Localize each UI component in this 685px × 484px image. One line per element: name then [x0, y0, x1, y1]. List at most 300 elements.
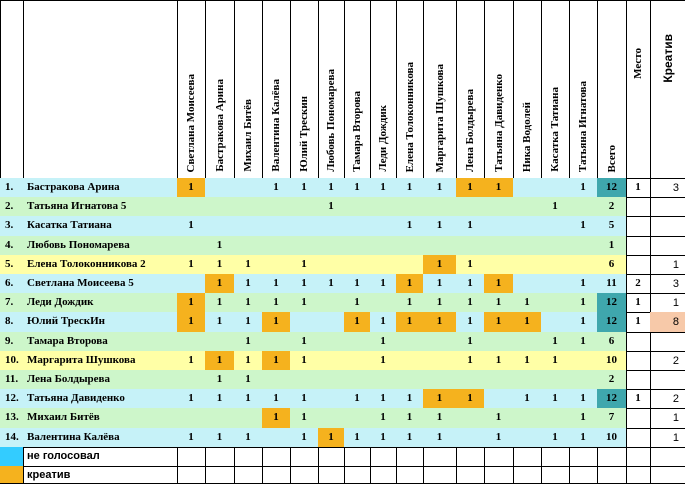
vote-cell: [396, 351, 424, 371]
vote-cell: 1: [290, 274, 319, 294]
vote-cell: 1: [262, 274, 291, 294]
vote-cell: 1: [569, 312, 598, 333]
vote-cell: [423, 236, 457, 256]
total-cell: 10: [597, 351, 627, 371]
vote-cell: 1: [318, 178, 345, 198]
row-number: 11.: [0, 370, 24, 390]
vote-cell: 1: [205, 370, 235, 390]
vote-cell: 1: [234, 428, 263, 448]
kreativ-cell: 1: [650, 293, 685, 313]
vote-cell: [541, 274, 570, 294]
vote-cell: [318, 216, 345, 237]
vote-cell: 1: [456, 216, 485, 237]
vote-cell: 1: [344, 428, 371, 448]
vote-cell: [484, 255, 514, 275]
vote-cell: 1: [234, 274, 263, 294]
row-name: Маргарита Шушкова: [23, 351, 178, 371]
column-header-5: [290, 0, 319, 179]
column-header-8: [370, 0, 397, 179]
vote-cell: [344, 332, 371, 352]
vote-cell: 1: [290, 389, 319, 409]
row-name: Валентина Калёва: [23, 428, 178, 448]
vote-cell: [569, 370, 598, 390]
vote-cell: 1: [177, 255, 206, 275]
column-header-1-label: Светлана Моисеева: [185, 73, 197, 172]
vote-cell: 1: [569, 274, 598, 294]
vote-cell: 1: [541, 389, 570, 409]
vote-cell: 1: [290, 351, 319, 371]
vote-cell: 1: [318, 274, 345, 294]
place-cell: [626, 370, 651, 390]
vote-cell: 1: [262, 178, 291, 198]
vote-cell: 1: [423, 293, 457, 313]
vote-cell: 1: [484, 312, 514, 333]
place-cell: 1: [626, 312, 651, 333]
vote-cell: 1: [262, 351, 291, 371]
vote-cell: [396, 236, 424, 256]
vote-cell: 1: [370, 178, 397, 198]
vote-cell: [513, 408, 542, 429]
vote-cell: [318, 389, 345, 409]
legend-empty-cell: [650, 466, 685, 484]
column-header-2-label: Бастракова Арина: [213, 79, 226, 172]
vote-cell: [177, 274, 206, 294]
vote-cell: [541, 255, 570, 275]
row-name: Бастракова Арина: [23, 178, 178, 198]
vote-cell: [318, 332, 345, 352]
vote-cell: 1: [290, 428, 319, 448]
row-number: 5.: [0, 255, 24, 275]
vote-cell: [370, 216, 397, 237]
column-header-13: [513, 0, 542, 179]
vote-cell: [423, 370, 457, 390]
legend-empty-cell: [396, 466, 424, 484]
legend-empty-cell: [205, 447, 235, 467]
legend-empty-cell: [456, 447, 485, 467]
vote-cell: 1: [234, 332, 263, 352]
kreativ-cell: [650, 197, 685, 217]
row-number: 7.: [0, 293, 24, 313]
row-name: Любовь Пономарева: [23, 236, 178, 256]
vote-cell: 1: [177, 351, 206, 371]
legend-empty-cell: [513, 447, 542, 467]
vote-cell: [344, 236, 371, 256]
kreativ-cell: [650, 236, 685, 256]
column-header-15-label: Татьяна Игнатова: [577, 80, 589, 172]
vote-cell: [396, 255, 424, 275]
vote-cell: [484, 370, 514, 390]
legend-label-2: креатив: [23, 466, 178, 484]
total-cell: 12: [597, 178, 627, 198]
place-cell: [626, 197, 651, 217]
vote-cell: [205, 216, 235, 237]
kreativ-cell: 1: [650, 255, 685, 275]
vote-cell: [423, 332, 457, 352]
vote-cell: [344, 351, 371, 371]
vote-cell: [205, 178, 235, 198]
legend-empty-cell: [370, 466, 397, 484]
vote-cell: [569, 255, 598, 275]
vote-cell: [290, 236, 319, 256]
vote-cell: 1: [344, 389, 371, 409]
place-cell: [626, 236, 651, 256]
row-name: Леди Дождик: [23, 293, 178, 313]
vote-cell: 1: [396, 408, 424, 429]
vote-cell: 1: [569, 178, 598, 198]
vote-cell: [262, 236, 291, 256]
vote-cell: [318, 408, 345, 429]
legend-empty-cell: [396, 447, 424, 467]
vote-cell: 1: [484, 274, 514, 294]
vote-cell: [344, 255, 371, 275]
legend-empty-cell: [234, 447, 263, 467]
legend-empty-cell: [370, 447, 397, 467]
vote-cell: 1: [423, 216, 457, 237]
vote-cell: 1: [396, 216, 424, 237]
vote-cell: 1: [569, 332, 598, 352]
vote-cell: 1: [290, 178, 319, 198]
total-cell: 5: [597, 216, 627, 237]
column-header-2: [205, 0, 235, 179]
vote-cell: 1: [318, 197, 345, 217]
vote-cell: [344, 216, 371, 237]
vote-cell: 1: [177, 428, 206, 448]
vote-cell: 1: [423, 428, 457, 448]
vote-cell: 1: [370, 428, 397, 448]
row-number: 2.: [0, 197, 24, 217]
column-header-3-label: Михаил Битёв: [242, 99, 254, 172]
place-cell: [626, 332, 651, 352]
place-cell: 1: [626, 293, 651, 313]
vote-cell: 1: [290, 293, 319, 313]
vote-cell: [396, 197, 424, 217]
vote-cell: [370, 197, 397, 217]
total-cell: 7: [597, 408, 627, 429]
column-header-11: [456, 0, 485, 179]
vote-cell: 1: [370, 312, 397, 333]
total-cell: 12: [597, 389, 627, 409]
vote-cell: [541, 236, 570, 256]
vote-cell: [318, 351, 345, 371]
vote-cell: [177, 370, 206, 390]
vote-cell: 1: [370, 274, 397, 294]
legend-swatch-1: [0, 447, 24, 467]
column-header-14-label: Касатка Татиана: [549, 87, 561, 172]
total-cell: 6: [597, 332, 627, 352]
vote-cell: [423, 197, 457, 217]
vote-cell: 1: [456, 312, 485, 333]
vote-cell: 1: [234, 312, 263, 333]
vote-cell: [344, 370, 371, 390]
row-name: Лена Болдырева: [23, 370, 178, 390]
kreativ-cell: 1: [650, 428, 685, 448]
vote-cell: 1: [569, 428, 598, 448]
legend-empty-cell: [513, 466, 542, 484]
legend-empty-cell: [344, 447, 371, 467]
place-cell: 1: [626, 389, 651, 409]
kreativ-cell: 3: [650, 178, 685, 198]
vote-cell: [290, 197, 319, 217]
vote-cell: 1: [456, 178, 485, 198]
vote-cell: 1: [456, 293, 485, 313]
column-header-kreativ: [650, 0, 685, 179]
vote-cell: [484, 236, 514, 256]
vote-cell: [290, 216, 319, 237]
row-number: 4.: [0, 236, 24, 256]
column-header-9-label: Елена Толоконникова: [403, 61, 416, 172]
total-cell: 6: [597, 255, 627, 275]
row-name: Тамара Второва: [23, 332, 178, 352]
vote-cell: 1: [234, 389, 263, 409]
legend-empty-cell: [318, 447, 345, 467]
column-header-1: [177, 0, 206, 179]
vote-cell: 1: [484, 428, 514, 448]
row-number: 6.: [0, 274, 24, 294]
vote-cell: 1: [513, 293, 542, 313]
vote-cell: 1: [396, 389, 424, 409]
vote-cell: 1: [205, 351, 235, 371]
column-header-11-label: Лена Болдырева: [464, 89, 476, 172]
vote-cell: 1: [396, 428, 424, 448]
vote-cell: 1: [177, 178, 206, 198]
column-header-10-label: Маргарита Шушкова: [433, 63, 446, 172]
vote-cell: [423, 351, 457, 371]
legend-empty-cell: [423, 447, 457, 467]
vote-cell: 1: [423, 255, 457, 275]
row-number: 1.: [0, 178, 24, 198]
vote-cell: [234, 178, 263, 198]
vote-cell: 1: [344, 178, 371, 198]
vote-cell: [513, 236, 542, 256]
legend-empty-cell: [177, 447, 206, 467]
legend-empty-cell: [597, 466, 627, 484]
vote-cell: 1: [290, 255, 319, 275]
vote-cell: [370, 236, 397, 256]
vote-cell: 1: [569, 389, 598, 409]
vote-cell: 1: [234, 351, 263, 371]
vote-cell: [290, 312, 319, 333]
row-name: Касатка Татиана: [23, 216, 178, 237]
column-header-kreativ-label: Креатив: [660, 34, 675, 83]
column-header-15: [569, 0, 598, 179]
row-name: Михаил Битёв: [23, 408, 178, 429]
vote-cell: [318, 312, 345, 333]
vote-cell: 1: [396, 293, 424, 313]
vote-cell: 1: [344, 312, 371, 333]
vote-cell: [569, 351, 598, 371]
row-name: Татьяна Игнатова 5: [23, 197, 178, 217]
legend-empty-cell: [177, 466, 206, 484]
vote-cell: 1: [205, 389, 235, 409]
legend-empty-cell: [423, 466, 457, 484]
vote-cell: 1: [423, 274, 457, 294]
vote-cell: 1: [344, 274, 371, 294]
place-cell: [626, 428, 651, 448]
vote-cell: [262, 332, 291, 352]
vote-cell: [234, 197, 263, 217]
vote-cell: [513, 370, 542, 390]
header-num-cell: [0, 0, 24, 179]
vote-cell: [513, 274, 542, 294]
legend-label-1: не голосовал: [23, 447, 178, 467]
column-header-4: [262, 0, 291, 179]
vote-cell: 1: [370, 389, 397, 409]
legend-empty-cell: [318, 466, 345, 484]
vote-cell: 1: [569, 408, 598, 429]
kreativ-cell: [650, 370, 685, 390]
vote-cell: [456, 236, 485, 256]
vote-cell: 1: [177, 312, 206, 333]
vote-cell: [396, 332, 424, 352]
vote-cell: [262, 255, 291, 275]
vote-cell: 1: [177, 216, 206, 237]
vote-cell: [541, 293, 570, 313]
legend-empty-cell: [569, 447, 598, 467]
column-header-7: [344, 0, 371, 179]
total-cell: 10: [597, 428, 627, 448]
vote-cell: 1: [290, 408, 319, 429]
vote-cell: 1: [234, 370, 263, 390]
vote-cell: 1: [484, 293, 514, 313]
vote-cell: [484, 197, 514, 217]
vote-cell: [290, 370, 319, 390]
total-cell: 12: [597, 312, 627, 333]
vote-cell: [456, 370, 485, 390]
vote-cell: 1: [205, 236, 235, 256]
place-cell: 1: [626, 178, 651, 198]
column-header-14: [541, 0, 570, 179]
vote-cell: 1: [484, 408, 514, 429]
row-name: Татьяна Давиденко: [23, 389, 178, 409]
vote-cell: [370, 255, 397, 275]
legend-empty-cell: [597, 447, 627, 467]
vote-cell: 1: [456, 389, 485, 409]
vote-cell: 1: [513, 312, 542, 333]
place-cell: [626, 255, 651, 275]
legend-empty-cell: [290, 466, 319, 484]
legend-empty-cell: [569, 466, 598, 484]
vote-cell: 1: [513, 351, 542, 371]
vote-cell: [456, 197, 485, 217]
total-cell: 2: [597, 197, 627, 217]
vote-cell: 1: [205, 312, 235, 333]
vote-cell: 1: [423, 312, 457, 333]
legend-empty-cell: [626, 447, 651, 467]
vote-cell: 1: [541, 197, 570, 217]
vote-cell: 1: [234, 255, 263, 275]
kreativ-cell: [650, 332, 685, 352]
vote-cell: [262, 216, 291, 237]
vote-cell: 1: [290, 332, 319, 352]
vote-cell: 1: [456, 255, 485, 275]
vote-cell: 1: [456, 332, 485, 352]
vote-cell: [541, 216, 570, 237]
legend-empty-cell: [262, 466, 291, 484]
vote-cell: [234, 408, 263, 429]
place-cell: [626, 408, 651, 429]
row-number: 3.: [0, 216, 24, 237]
column-header-12-label: Татьяна Давиденко: [492, 74, 505, 172]
vote-cell: 1: [177, 389, 206, 409]
vote-cell: [262, 197, 291, 217]
total-cell: 12: [597, 293, 627, 313]
column-header-4-label: Валентина Калёва: [270, 79, 282, 172]
column-header-13-label: Ника Водолей: [521, 101, 533, 172]
kreativ-cell: 2: [650, 389, 685, 409]
legend-empty-cell: [541, 466, 570, 484]
total-cell: 11: [597, 274, 627, 294]
vote-cell: [318, 370, 345, 390]
legend-empty-cell: [290, 447, 319, 467]
vote-cell: 1: [234, 293, 263, 313]
vote-cell: [205, 332, 235, 352]
legend-empty-cell: [626, 466, 651, 484]
vote-cell: 1: [569, 216, 598, 237]
row-number: 9.: [0, 332, 24, 352]
vote-cell: 1: [177, 293, 206, 313]
vote-cell: [569, 236, 598, 256]
total-cell: 1: [597, 236, 627, 256]
vote-cell: [484, 389, 514, 409]
vote-cell: [370, 370, 397, 390]
row-name: Юлий ТрескИн: [23, 312, 178, 333]
vote-cell: 1: [205, 428, 235, 448]
legend-swatch-2: [0, 466, 24, 484]
kreativ-cell: 1: [650, 408, 685, 429]
column-header-9: [396, 0, 424, 179]
legend-empty-cell: [234, 466, 263, 484]
vote-cell: [456, 428, 485, 448]
vote-cell: [484, 332, 514, 352]
vote-cell: 1: [262, 293, 291, 313]
vote-cell: 1: [541, 332, 570, 352]
kreativ-cell: 3: [650, 274, 685, 294]
vote-cell: [541, 178, 570, 198]
vote-cell: [456, 408, 485, 429]
vote-cell: [541, 312, 570, 333]
vote-cell: 1: [262, 389, 291, 409]
vote-cell: [344, 197, 371, 217]
legend-empty-cell: [456, 466, 485, 484]
vote-cell: [234, 236, 263, 256]
total-cell: 2: [597, 370, 627, 390]
vote-cell: [234, 216, 263, 237]
vote-cell: [513, 428, 542, 448]
vote-cell: [513, 178, 542, 198]
vote-cell: 1: [513, 389, 542, 409]
vote-cell: [205, 197, 235, 217]
vote-cell: [513, 197, 542, 217]
vote-cell: 1: [344, 293, 371, 313]
vote-cell: 1: [205, 255, 235, 275]
legend-empty-cell: [650, 447, 685, 467]
legend-empty-cell: [344, 466, 371, 484]
vote-cell: 1: [370, 351, 397, 371]
vote-cell: [262, 370, 291, 390]
kreativ-cell: 2: [650, 351, 685, 371]
row-number: 8.: [0, 312, 24, 333]
vote-cell: 1: [423, 389, 457, 409]
vote-cell: [177, 408, 206, 429]
row-name: Елена Толоконникова 2: [23, 255, 178, 275]
row-number: 12.: [0, 389, 24, 409]
column-header-6-label: Любовь Пономарева: [325, 69, 337, 172]
vote-cell: [205, 408, 235, 429]
vote-cell: [484, 216, 514, 237]
vote-cell: [318, 236, 345, 256]
column-header-5-label: Юлий Трескин: [298, 96, 310, 172]
place-cell: [626, 216, 651, 237]
